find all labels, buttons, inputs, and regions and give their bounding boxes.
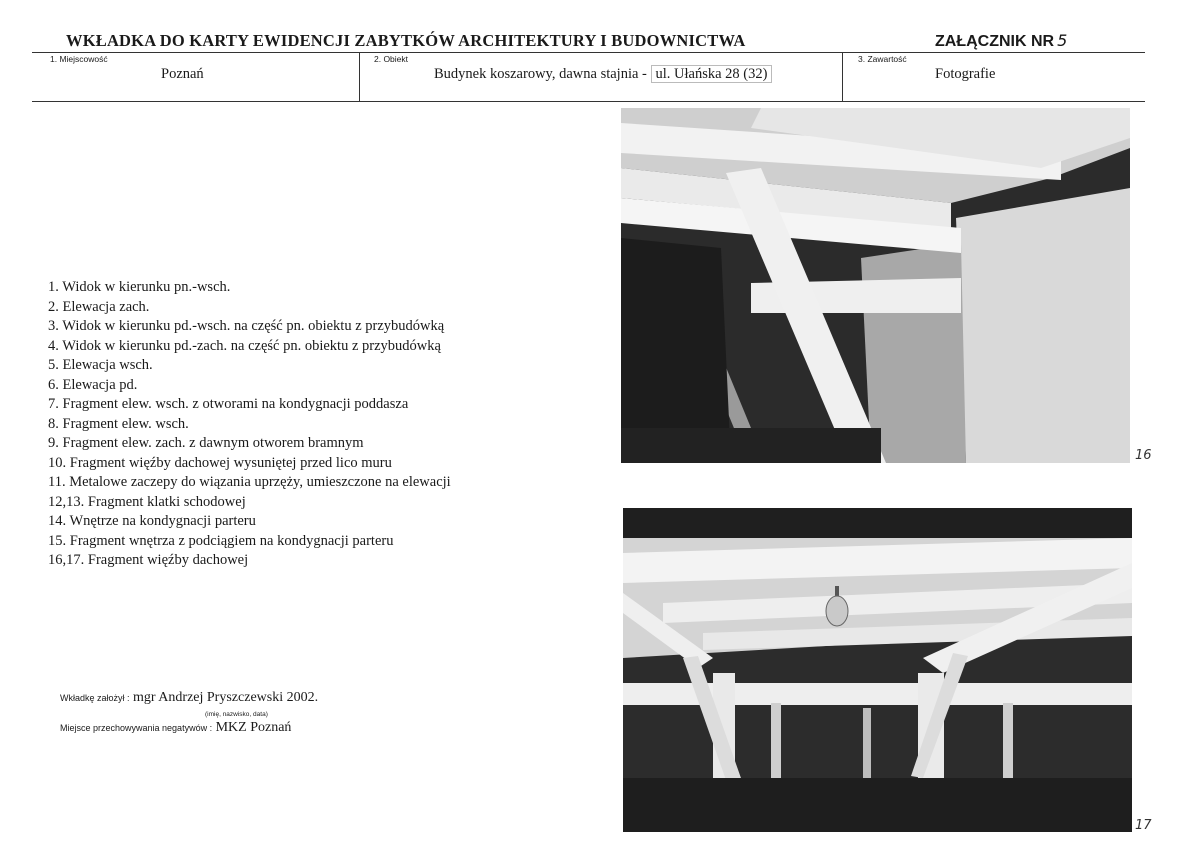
page-title: WKŁADKA DO KARTY EWIDENCJI ZABYTKÓW ARCHITEKTURY I BUDOWNICTWA [66,31,746,50]
roof-truss-photo-icon [621,108,1130,463]
list-item: 2. Elewacja zach. [48,298,150,315]
photo-number-16: 16 [1135,448,1152,463]
list-item: 16,17. Fragment więźby dachowej [48,552,249,568]
contents-label: 3. Zawartość [858,54,907,64]
list-item: 9. Fragment elew. zach. z dawnym otworem bramnym [48,435,364,451]
object-address: ul. Ułańska 28 (32) [651,65,773,83]
list-item: 6. Elewacja pd. [48,376,138,393]
created-by-hint: (imię, nazwisko, data) [205,711,268,718]
list-item: 10. Fragment więźby dachowej wysuniętej przed lico muru [48,454,392,471]
annex-label-text: ZAŁĄCZNIK NR [935,33,1055,50]
object-name: Budynek koszarowy, dawna stajnia - [434,66,647,82]
list-item: 4. Widok w kierunku pd.-zach. na część pn. obiektu z przybudówką [48,337,441,354]
list-item: 11. Metalowe zaczepy do wiązania uprzęży, umieszczone na elewacji [48,474,451,490]
contents-value: Fotografie [935,66,996,82]
list-item: 5. Elewacja wsch. [48,357,153,373]
annex-number: 5 [1057,31,1068,50]
list-item: 15. Fragment wnętrza z podciągiem na kondygnacji parteru [48,532,394,549]
created-by-value: mgr Andrzej Pryszczewski 2002. [133,690,319,705]
header-top-rule [32,52,1145,53]
field-divider-1 [359,53,360,101]
place-value: Poznań [161,66,204,82]
list-item: 1. Widok w kierunku pn.-wsch. [48,279,231,295]
list-item: 7. Fragment elew. wsch. z otworami na kondygnacji poddasza [48,396,409,412]
list-item: 14. Wnętrze na kondygnacji parteru [48,513,256,529]
object-label: 2. Obiekt [374,54,409,64]
place-label: 1. Miejscowość [50,54,108,64]
field-divider-2 [842,53,843,101]
photo-number-17: 17 [1135,818,1152,833]
storage-value: MKZ Poznań [215,720,292,735]
photo-list [48,278,451,571]
created-by [60,690,318,706]
photo-17 [623,478,1132,832]
list-item: 8. Fragment elew. wsch. [48,415,189,432]
photo-16 [621,108,1130,463]
storage [60,720,291,736]
storage-label: Miejsce przechowywania negatywów : [60,723,213,733]
list-item: 3. Widok w kierunku pd.-wsch. na część pn. obiektu z przybudówką [48,318,445,334]
list-item: 12,13. Fragment klatki schodowej [48,493,246,510]
interior-beams-photo-icon [623,478,1132,832]
object-value [434,66,772,83]
header-bottom-rule [32,101,1145,102]
created-by-label: Wkładkę założył : [60,693,130,703]
annex-label [935,31,1067,51]
